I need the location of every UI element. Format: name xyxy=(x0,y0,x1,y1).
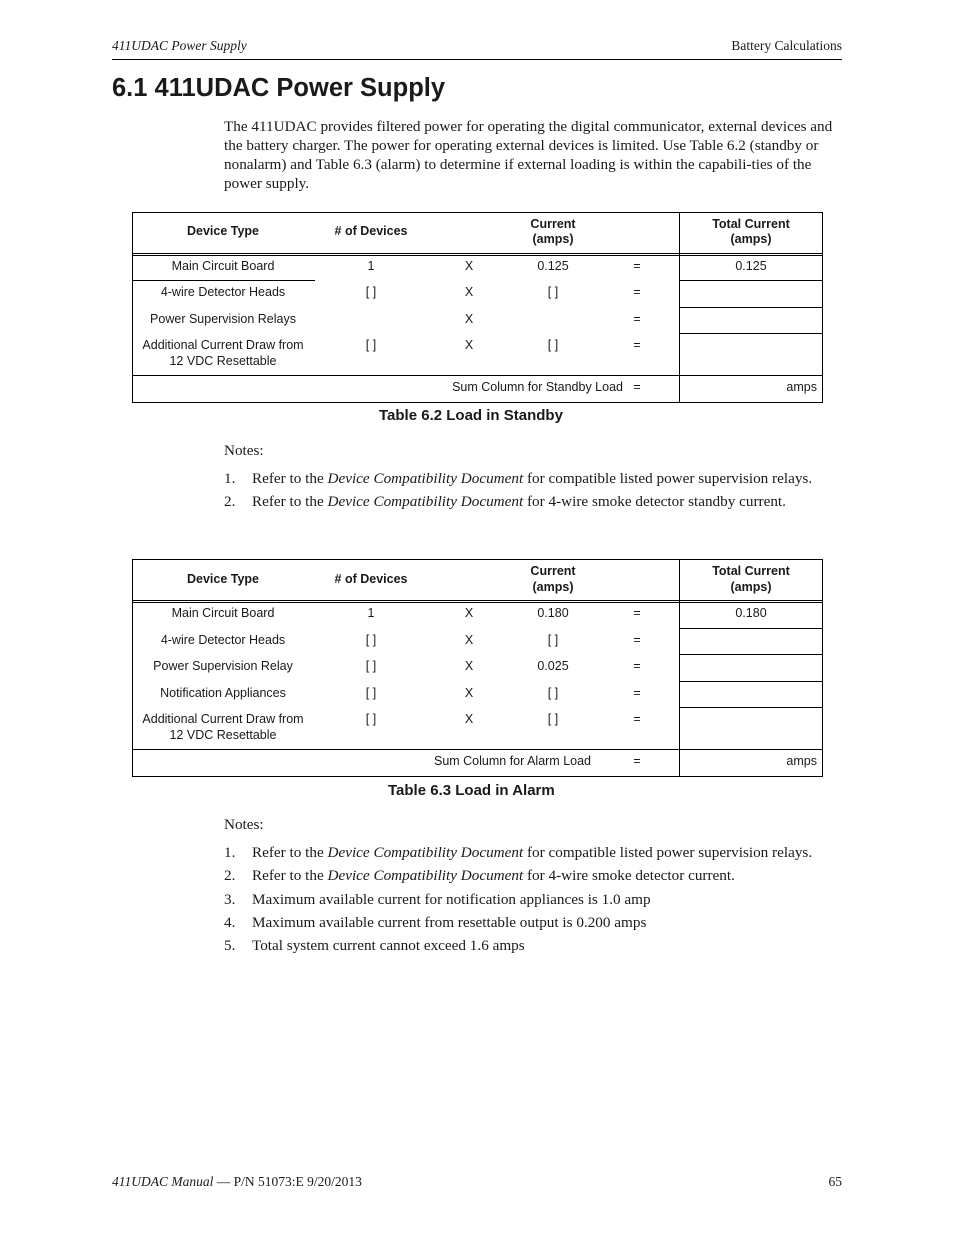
device-type-cell: Power Supervision Relay xyxy=(153,659,293,673)
device-type-cell-line2: 12 VDC Resettable xyxy=(169,354,277,368)
device-type-cell: Main Circuit Board xyxy=(171,606,275,620)
sum-label: Sum Column for Alarm Load xyxy=(433,754,591,768)
equals-sign: = xyxy=(633,285,641,299)
col-header-total-unit: (amps) xyxy=(730,232,772,246)
current-cell: 0.025 xyxy=(537,659,569,673)
col-header-current: Current xyxy=(530,564,576,578)
device-type-cell: Power Supervision Relays xyxy=(150,312,296,326)
current-cell: [ ] xyxy=(547,633,559,647)
footer-document-id: 411UDAC Manual — P/N 51073:E 9/20/2013 xyxy=(112,1174,362,1189)
total-cell: 0.125 xyxy=(735,259,767,273)
equals-sign: = xyxy=(633,259,641,273)
table-caption-standby: Table 6.2 Load in Standby xyxy=(379,407,563,424)
col-header-device-type: Device Type xyxy=(186,224,260,238)
intro-paragraph: The 411UDAC provides filtered power for operating the digital communicator, external devices and the battery charger. The power for operating external devices is limited. Use Table 6.2 (standby or nonalarm) and Table 6.3 (alarm) to determine if external loading is within the capabili-ties of the power supply. xyxy=(224,118,833,192)
multiply-sign: X xyxy=(464,633,474,647)
notes-heading: Notes: xyxy=(224,442,264,459)
header-divider xyxy=(133,253,822,256)
sum-unit: amps xyxy=(786,380,817,394)
device-type-cell: Main Circuit Board xyxy=(171,259,275,273)
row-divider xyxy=(679,280,822,281)
note-item: 1. Refer to the Device Compatibility Document for compatible listed power supervision relays. xyxy=(224,470,813,487)
header-rule xyxy=(112,59,842,60)
equals-sign: = xyxy=(633,712,641,726)
device-count-cell: [ ] xyxy=(365,712,377,726)
equals-sign: = xyxy=(633,380,641,394)
device-type-cell: Notification Appliances xyxy=(160,686,286,700)
device-count-cell: [ ] xyxy=(365,686,377,700)
current-cell: 0.180 xyxy=(537,606,569,620)
equals-sign: = xyxy=(633,633,641,647)
note-item: 3. Maximum available current for notification appliances is 1.0 amp xyxy=(224,891,651,908)
device-type-cell: Additional Current Draw from xyxy=(142,338,304,352)
total-cell: 0.180 xyxy=(735,606,767,620)
equals-sign: = xyxy=(633,338,641,352)
table-caption-alarm: Table 6.3 Load in Alarm xyxy=(388,782,555,799)
device-count-cell: [ ] xyxy=(365,338,377,352)
standby-load-table xyxy=(132,212,823,403)
multiply-sign: X xyxy=(464,659,474,673)
note-item: 2. Refer to the Device Compatibility Document for 4-wire smoke detector current. xyxy=(224,867,735,884)
current-cell: 0.125 xyxy=(537,259,569,273)
row-divider xyxy=(679,681,822,682)
col-header-current-unit: (amps) xyxy=(532,580,574,594)
multiply-sign: X xyxy=(464,686,474,700)
row-divider xyxy=(679,654,822,655)
current-cell: [ ] xyxy=(547,338,559,352)
multiply-sign: X xyxy=(464,285,474,299)
alarm-load-table xyxy=(132,559,823,777)
device-count-cell: 1 xyxy=(367,259,375,273)
device-count-cell: 1 xyxy=(367,606,375,620)
header-divider xyxy=(133,600,822,603)
multiply-sign: X xyxy=(464,338,474,352)
note-item: 5. Total system current cannot exceed 1.6 amps xyxy=(224,937,525,954)
multiply-sign: X xyxy=(464,259,474,273)
notes-heading: Notes: xyxy=(224,816,264,833)
multiply-sign: X xyxy=(464,606,474,620)
row-divider xyxy=(679,707,822,708)
note-item: 4. Maximum available current from resettable output is 0.200 amps xyxy=(224,914,647,931)
col-header-device-type: Device Type xyxy=(186,572,260,586)
sum-unit: amps xyxy=(786,754,817,768)
running-header-title: 411UDAC Power Supply xyxy=(112,38,247,53)
multiply-sign: X xyxy=(464,312,474,326)
col-header-num-devices: # of Devices xyxy=(334,572,408,586)
device-type-cell: Additional Current Draw from xyxy=(142,712,304,726)
device-count-cell: [ ] xyxy=(365,285,377,299)
device-type-cell: 4-wire Detector Heads xyxy=(160,633,286,647)
device-count-cell: [ ] xyxy=(365,659,377,673)
device-type-cell: 4-wire Detector Heads xyxy=(160,285,286,299)
equals-sign: = xyxy=(633,686,641,700)
row-divider xyxy=(133,280,315,281)
col-header-num-devices: # of Devices xyxy=(334,224,408,238)
section-heading: 6.1 411UDAC Power Supply xyxy=(112,74,446,102)
multiply-sign: X xyxy=(464,712,474,726)
row-divider xyxy=(679,333,822,334)
page-number: 65 xyxy=(828,1174,842,1189)
device-type-cell-line2: 12 VDC Resettable xyxy=(169,728,277,742)
equals-sign: = xyxy=(633,659,641,673)
row-divider xyxy=(133,749,822,750)
equals-sign: = xyxy=(633,312,641,326)
sum-label: Sum Column for Standby Load xyxy=(452,380,623,394)
current-cell: [ ] xyxy=(547,712,559,726)
current-cell: [ ] xyxy=(547,686,559,700)
col-header-current: Current xyxy=(530,217,576,231)
col-header-current-unit: (amps) xyxy=(532,232,574,246)
note-item: 1. Refer to the Device Compatibility Document for compatible listed power supervision relays. xyxy=(224,844,813,861)
note-item: 2. Refer to the Device Compatibility Document for 4-wire smoke detector standby current. xyxy=(224,493,786,510)
col-header-total: Total Current xyxy=(712,217,790,231)
equals-sign: = xyxy=(633,754,641,768)
col-header-total-unit: (amps) xyxy=(730,580,772,594)
device-count-cell: [ ] xyxy=(365,633,377,647)
row-divider xyxy=(679,628,822,629)
equals-sign: = xyxy=(633,606,641,620)
row-divider xyxy=(133,375,822,376)
current-cell: [ ] xyxy=(547,285,559,299)
row-divider xyxy=(679,307,822,308)
running-header-chapter: Battery Calculations xyxy=(731,38,842,53)
col-header-total: Total Current xyxy=(712,564,790,578)
